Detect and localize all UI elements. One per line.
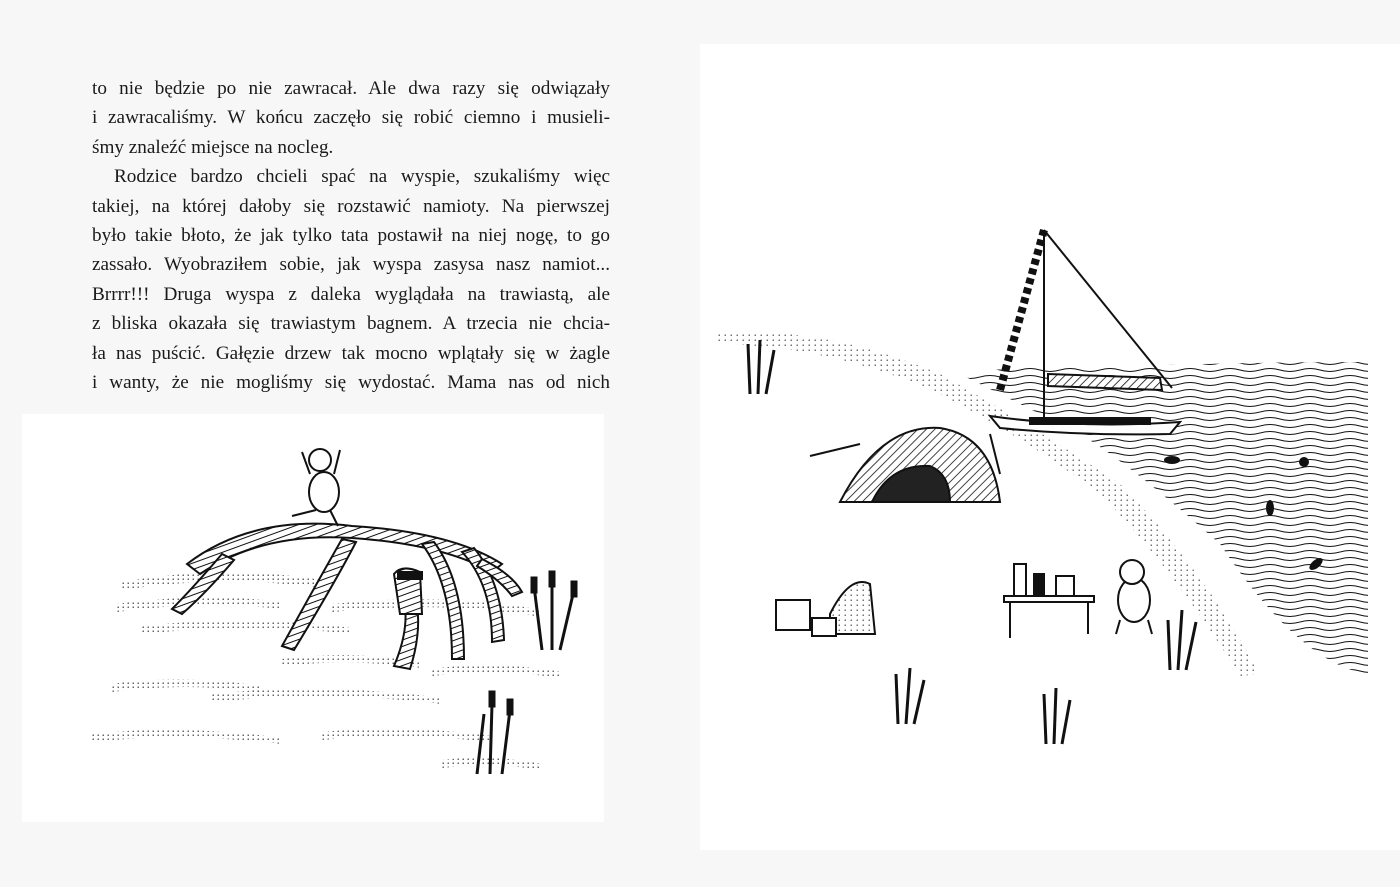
picnic-table bbox=[1004, 564, 1094, 638]
man-character bbox=[394, 568, 422, 614]
text-line: to nie będzie po nie zawracał. Ale dwa razy się odwiązały bbox=[92, 78, 610, 99]
text-line: było takie błoto, że jak tylko tata postawił na niej nogę, to go bbox=[92, 224, 610, 246]
right-page bbox=[700, 44, 1400, 850]
text-line: z bliska okazała się trawiastym bagnem. A trzecia nie chcia- bbox=[92, 313, 610, 335]
campsite-illustration bbox=[700, 44, 1400, 850]
text-line: Rodzice bardzo chcieli spać na wyspie, szukaliśmy więc bbox=[114, 166, 610, 188]
text-line: ła nas puścić. Gałęzie drzew tak mocno wplątały się w żagle bbox=[92, 342, 610, 364]
fallen-tree bbox=[172, 524, 522, 669]
text-line: Brrrr!!! Druga wyspa z daleka wyglądała na trawiastą, ale bbox=[92, 283, 610, 305]
text-line: takiej, na której dałoby się rozstawić namioty. Na pierwszej bbox=[92, 195, 610, 217]
swamp-tree-illustration bbox=[22, 414, 604, 822]
text-line: i zawracaliśmy. W końcu zaczęło się robić ciemno i musieli- bbox=[92, 107, 610, 129]
text-line: śmy znaleźć miejsce na nocleg. bbox=[92, 136, 334, 158]
swamp-tree-drawing bbox=[22, 414, 604, 822]
cooking-figures bbox=[776, 582, 875, 636]
bear-sitting bbox=[1116, 560, 1152, 634]
lake-water bbox=[960, 362, 1368, 674]
bear-character bbox=[292, 449, 340, 526]
text-line: zassało. Wyobraziłem sobie, jak wyspa zasysa nasz namiot... bbox=[92, 254, 610, 276]
tent bbox=[810, 428, 1000, 502]
story-text bbox=[92, 74, 610, 397]
text-line: i wanty, że nie mogliśmy się wydostać. Mama nas od nich bbox=[92, 371, 610, 393]
